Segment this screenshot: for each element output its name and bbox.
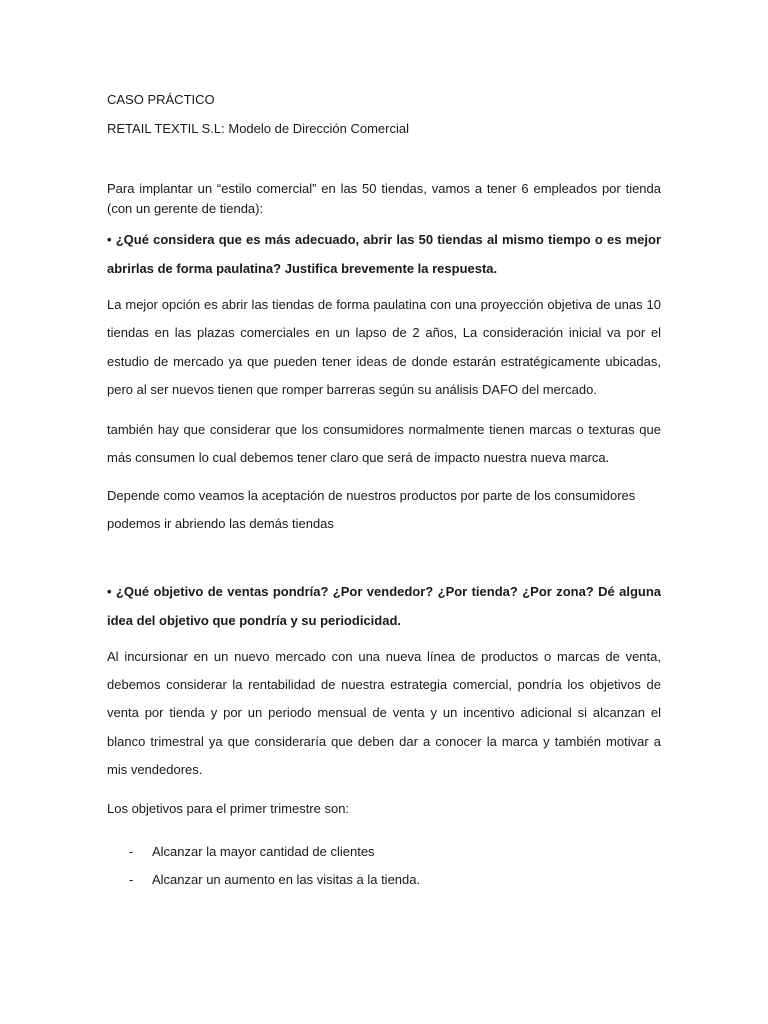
list-item bbox=[107, 838, 661, 866]
document-page bbox=[107, 90, 661, 894]
list-bullet: - bbox=[129, 871, 134, 887]
objectives-list bbox=[107, 838, 661, 894]
list-bullet: - bbox=[129, 843, 134, 859]
answer-2-paragraph-2: Los objetivos para el primer trimestre son: bbox=[107, 800, 350, 816]
answer-1-paragraph-1: La mejor opción es abrir las tiendas de forma paulatina con una proyección objetiva de unas 10 tiendas en las plazas comerciales en un lapso de 2 años, La consideración inicial va por el estudio de mercado ya que pueden tener ideas de donde estarán estratégicamente ubicadas, pero al ser nuevos tienen que romper barreras según su análisis DAFO del mercado. bbox=[107, 297, 661, 398]
list-item bbox=[107, 866, 661, 894]
answer-1-paragraph-3: Depende como veamos la aceptación de nuestros productos por parte de los consumidores podemos ir abriendo las demás tiendas bbox=[107, 487, 636, 532]
question-1: • ¿Qué considera que es más adecuado, abrir las 50 tiendas al mismo tiempo o es mejor abrirlas de forma paulatina? Justifica brevemente la respuesta. bbox=[107, 232, 661, 276]
answer-2-paragraph-1: Al incursionar en un nuevo mercado con una nueva línea de productos o marcas de venta, debemos considerar la rentabilidad de nuestra estrategia comercial, pondría los objetivos de venta por tienda y por un periodo mensual de venta y un incentivo adicional si alcanzan el blanco trimestral ya que consideraría que deben dar a conocer la marca y también motivar a mis vendedores. bbox=[107, 648, 661, 778]
intro-paragraph: Para implantar un “estilo comercial” en las 50 tiendas, vamos a tener 6 empleados por tienda (con un gerente de tienda): bbox=[107, 181, 661, 216]
document-header-subtitle: RETAIL TEXTIL S.L: Modelo de Dirección Comercial bbox=[107, 121, 410, 136]
document-header-title: CASO PRÁCTICO bbox=[107, 92, 215, 107]
question-2: • ¿Qué objetivo de ventas pondría? ¿Por vendedor? ¿Por tienda? ¿Por zona? Dé alguna idea del objetivo que pondría y su periodicidad. bbox=[107, 583, 661, 628]
list-item-text: Alcanzar la mayor cantidad de clientes bbox=[152, 843, 375, 859]
answer-1-paragraph-2: también hay que considerar que los consumidores normalmente tienen marcas o texturas que más consumen lo cual debemos tener claro que será de impacto nuestra nueva marca. bbox=[107, 421, 661, 466]
list-item-text: Alcanzar un aumento en las visitas a la tienda. bbox=[152, 871, 421, 887]
